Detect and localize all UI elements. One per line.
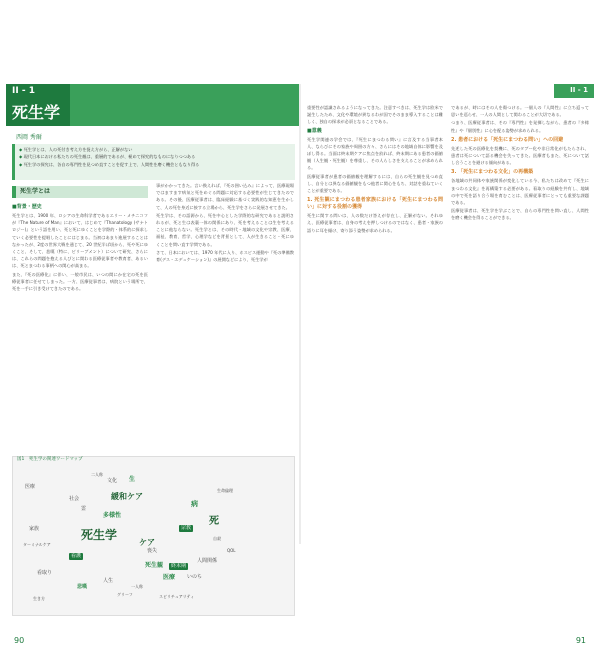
paragraph: 死生学は、その語源から、死を中心とした学際的な研究であると説明されるが、死と生は表裏一体の関係にあり、死を考えることは生を考えることに他ならない。死生学とは、その時代・地域の文化や宗教、医療、福祉、教育、哲学、心理学などを背景として、人が生きること・死にゆくことを問い直す学問である。: [156, 212, 294, 247]
word-map-term: 自殺: [213, 536, 221, 541]
word-map-term: QOL: [227, 548, 236, 553]
orange-heading: 2. 患者における「死生にまつわる問い」への回避: [451, 136, 564, 143]
text-column-right-1: [307, 104, 443, 540]
figure-caption: 図1 死生学の関連ワードマップ: [17, 457, 83, 462]
word-map-term: 多様性: [103, 512, 122, 519]
orange-heading: 1. 死生観にまつわる患者家族における「死生にまつわる問い」に対する役割の獲得: [307, 197, 443, 211]
summary-item: ◆ 現代日本における私たちの死生観は、重層的であるが、極めて探究的なものになりつつある: [19, 154, 196, 160]
word-map-term: 生命倫理: [217, 488, 233, 493]
word-map-term: 悲嘆: [77, 584, 88, 590]
section-heading: 死生学とは: [12, 186, 148, 198]
word-map-term: 社会: [69, 496, 80, 502]
left-page: [6, 84, 299, 645]
word-map-term: 死生学: [81, 528, 118, 542]
word-map-term: 宗教: [181, 525, 192, 531]
paragraph: 医療従事者は、死生学を学ぶことで、自らの専門性を問い直し、人間性を磨く機会を得ることができる。: [451, 208, 589, 221]
word-map-term: 二人称: [91, 472, 103, 477]
word-map-term: ケア: [139, 538, 155, 547]
author-name: 西岡 秀爾: [16, 134, 42, 141]
page-number-left: 90: [14, 636, 25, 645]
word-map-term: 文化: [107, 478, 118, 484]
word-map-term: 緩和ケア: [111, 492, 143, 501]
word-map-term: 終末期: [171, 563, 187, 569]
text-column-left-1: [12, 202, 148, 446]
chapter-number: II - 1: [12, 86, 35, 96]
word-map-term: 喪失: [147, 548, 158, 554]
word-map-term: スピリチュアリティ: [159, 594, 195, 599]
word-map-term: 看護: [71, 553, 82, 559]
right-chapter-number: II - 1: [570, 86, 588, 94]
word-map-term: 死生観: [145, 562, 164, 569]
word-map: [19, 467, 249, 613]
text-column-right-2: [451, 104, 589, 540]
text-column-left-2: [156, 182, 294, 446]
word-map-term: 看取り: [37, 570, 53, 576]
word-map-term: 医療: [25, 484, 36, 490]
word-map-term: グリーフ: [117, 592, 133, 597]
paragraph: 死生学とは、1900 年、ロシアの生命科学者であるエリー・メチニコフが『The Nature of Man』において、はじめて『Thanatology (サナトロジー)』という語を用い、死と死にゆくことを学際的・体系的に探求していく必要性を提唱したことにはじまる。当初はあまり進展することはなかったが、2度の世界大戦を通じて、20 世紀半ば頃から、死や死にゆくこと、そして、悲嘆（特に、ビリーブメント）について研究、さらには、これらの問題を抱える人びとに関わる医療従事者や教育者、あるいは、死とまつわる事柄への関心が高まる。: [12, 213, 148, 269]
word-map-term: 人間関係: [197, 558, 218, 564]
paragraph: 死生に関する問いは、人の数だけ答えが存在し、正解がない。それゆえ、医療従事者は、自身の考えを押しつけるのではなく、患者・家族の語りに耳を傾け、寄り添う姿勢が求められる。: [307, 213, 443, 233]
word-map-term: 生: [129, 476, 136, 483]
page-number-right: 91: [575, 636, 586, 645]
summary-box: [12, 144, 295, 180]
paragraph: 事がかかってきた。言い換えれば、『死の囲い込み』によって、医療現場ではますます病気と死をめぐる問題に対応する必要性が生じてきたのである。その後、医療従事者は、臨床経験に基づく実践的な知恵を生かして、人の死を身近に接する立場から、死生学をさらに発展させてきた。: [156, 183, 294, 210]
paragraph: 先述した死の医療化を契機に、死のタブー化や非日常化がもたらされ、患者は死について語る機会を失ってきた。医療者もまた、死について話し合うことを避ける傾向がある。: [451, 145, 589, 166]
right-page: [301, 84, 594, 645]
word-map-term: 一人称: [131, 584, 143, 589]
paragraph: 医療従事者が患者の価値観を理解するには、自らの死生観を見つめ直し、自分とは異なる価値観をもつ他者に関心をもち、対話を重ねていくことが重要である。: [307, 173, 443, 194]
paragraph: さて、日本においては、1970 年代に入り、ホスピス運動や『死の準備教育(デス・エデュケーション)』の展開などにより、死生学が: [156, 249, 294, 263]
summary-item: ◆ 死生学とは、人の死付き考え方を捉え方がら、正解がない: [19, 147, 133, 152]
word-map-term: 家族: [29, 526, 40, 532]
paragraph: また、『死の医療化』に伴い、一般市民は、いつの間にか在宅の死を医療従事者に任せてしまった。一方、医療従事者は、病院という場所で、死を一手に引き受けてきたのである。: [12, 271, 148, 292]
word-map-term: 医療: [163, 574, 176, 581]
word-map-figure: [12, 456, 295, 616]
word-map-term: ターミナルケア: [23, 542, 51, 547]
orange-heading: 3. 「死生にまつわる文化」の再構築: [451, 169, 534, 176]
paragraph: つまり、医療従事者は、その『専門性』を発揮しながら、患者の『多様性』や『個別性』に心を配る姿勢が求められる。: [451, 120, 589, 133]
paragraph: 各地域の共同体や家族関係が変化している今、私たちは改めて『死生にまつわる文化』を再構築する必要がある。看取りの経験を共有し、地域の中で死を語り合う場を育むことは、医療従事者にとっても重要な課題である。: [451, 178, 589, 206]
paragraph: であるが、時にはその人を傷つける。一個人の『人間性』に立ち返って思いを巡らせ、一人の人間として関わることが大切である。: [451, 105, 589, 118]
subhead-background: ■背景・歴史: [12, 204, 42, 210]
word-map-term: 病: [191, 500, 198, 508]
summary-item: ◆ 死生学の探究は、各自の専門性を見つめ直すことを促す上で、人間性を磨く機会ともなり得る: [19, 161, 200, 167]
word-map-term: 生き方: [33, 596, 45, 601]
word-map-term: 死: [209, 516, 219, 527]
word-map-term: いのち: [187, 574, 203, 580]
word-map-term: 人生: [103, 578, 114, 584]
paragraph: 重要性が認識されるようになってきた。注意すべきは、死生学は欧米で誕生したため、文化や環境が異なるわが国でそのまま導入することは難しく、独自の探求が必須となることである。: [307, 105, 443, 125]
word-map-term: 霊: [81, 506, 87, 512]
chapter-title: 死生学: [12, 103, 61, 122]
subhead-significance: ■意義: [307, 127, 322, 134]
paragraph: 死生学関連の学会では、『死生にまつわる問い』に言及する当事者本人、ならびにその家族や周囲の方々、さらにはその地域自体に影響を及ぼし得る。当面は終末期ケアに焦点を絞れば、終末期にある患者の価値観（人生観・死生観）を尊重し、その人らしさを支えることが求められる。: [307, 136, 443, 171]
